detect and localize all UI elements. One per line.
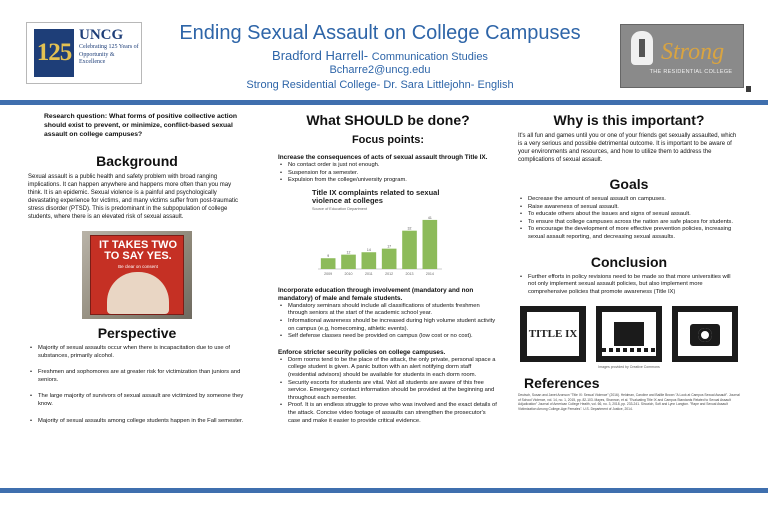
list-item: • To encourage the development of more effective prevention policies, increasing sexual assault reporting, and decreasing sexual assaults. bbox=[518, 226, 740, 241]
list-item: • Proof. It is an endless struggle to prove who was involved and the exact details of the attack. Concise video footage of assaults can strengthen the prosecutor's case and make it easier to provide critical evidence. bbox=[278, 402, 498, 425]
corner-mark bbox=[746, 86, 751, 92]
chart-plot bbox=[312, 211, 444, 277]
section-2-title: Incorporate education through involvement (mandatory and non mandatory) of male and female students. bbox=[278, 286, 474, 302]
film-frame bbox=[602, 312, 656, 356]
chart-tick-label: 2009 bbox=[324, 271, 333, 276]
column-middle bbox=[278, 112, 498, 484]
chart-tick-label: 2010 bbox=[344, 271, 353, 276]
list-item: • Informational awareness should be increased during high volume student activity on campus (e.g, homecoming, athletic events). bbox=[278, 318, 498, 333]
references-heading: References bbox=[524, 375, 600, 392]
chart-bar bbox=[423, 220, 438, 269]
logo-tagline: Celebrating 125 Years of Opportunity & Excellence bbox=[79, 44, 139, 65]
section-3-title: Enforce stricter security policies on college campuses. bbox=[278, 348, 446, 356]
logo-125-mark: 125 bbox=[34, 29, 74, 77]
author-dept: Communication Studies bbox=[371, 51, 488, 63]
chart-bar bbox=[362, 252, 377, 269]
top-divider bbox=[0, 100, 768, 105]
chart-subtitle: Source of Education Department bbox=[312, 206, 368, 211]
chart-tick-label: 2011 bbox=[364, 271, 373, 276]
chart-data-label: 9 bbox=[327, 254, 330, 259]
conclusion-heading: Conclusion bbox=[590, 253, 668, 270]
camera-icon bbox=[672, 306, 738, 362]
list-item: • No contact order is just not enough. bbox=[278, 162, 498, 170]
book-figures bbox=[107, 272, 169, 314]
consent-book-image bbox=[82, 231, 192, 319]
title-ix-label: TITLE IX bbox=[527, 312, 579, 356]
goals-heading: Goals bbox=[609, 176, 649, 192]
logo-name: UNCG bbox=[79, 27, 124, 43]
section-2-list bbox=[278, 303, 498, 341]
image-credit: Images provided by Creative Commons bbox=[598, 365, 660, 370]
chart-title: Title IX complaints related to sexual violence at colleges bbox=[312, 187, 440, 206]
strong-word: Strong bbox=[661, 39, 725, 65]
what-heading: What SHOULD be done? bbox=[306, 112, 470, 128]
column-left bbox=[28, 112, 246, 484]
chart-tick-label: 2012 bbox=[385, 271, 394, 276]
list-item: • Decrease the amount of sexual assault on campuses. bbox=[518, 196, 740, 204]
list-item: • Freshmen and sophomores are at greater risk for victimization than juniors and seniors. bbox=[28, 369, 246, 384]
section-1-title: Increase the consequences of acts of sexual assault through Title IX. bbox=[278, 154, 488, 161]
chart-data-label: 32 bbox=[407, 226, 412, 231]
uncg-logo bbox=[26, 22, 142, 84]
chart-data-label: 17 bbox=[387, 244, 392, 249]
book-cover bbox=[90, 235, 184, 315]
perspective-list bbox=[28, 345, 246, 425]
author-email: Bcharre2@uncg.edu bbox=[329, 64, 431, 76]
chart-bar bbox=[341, 254, 356, 268]
perspective-heading: Perspective bbox=[97, 325, 177, 341]
list-item: • Majority of sexual assaults among college students happen in the Fall semester. bbox=[28, 418, 246, 426]
icon-row bbox=[520, 306, 740, 362]
chart-data-label: 12 bbox=[346, 250, 351, 255]
why-text: It's all fun and games until you or one of your friends get sexually assaulted, which is a very serious and possible detrimental outcome. It is important to be aware of your environments and resources, and how to utilize them to address the complications of sexual assault. bbox=[518, 133, 737, 163]
camera-frame bbox=[678, 312, 732, 356]
list-item: • Mandatory seminars should include all classifications of students freshmen through seniors at the start of the academic school year. bbox=[278, 303, 498, 318]
chart-data-label: 41 bbox=[427, 215, 432, 220]
background-text: Sexual assault is a public health and safety problem with broad ranging implications. It can happen anywhere and happens more often than you may think. It is an epidemic. Sexual violence is a painful and psychologically devastating experience for victims, and many victims suffer from post-traumatic stress disorder (PTSD). This is predominant in the subpopulation of college students, where there is an elevated risk of sexual assault. bbox=[28, 174, 238, 220]
book-title: IT TAKES TWO TO SAY YES. bbox=[98, 239, 177, 262]
chart-tick-label: 2013 bbox=[405, 271, 414, 276]
chart-bar bbox=[382, 248, 397, 268]
list-item: • To ensure that college campuses across the nation are safe places for students. bbox=[518, 219, 740, 227]
title-ix-icon bbox=[520, 306, 586, 362]
list-item: • Suspension for a semester. bbox=[278, 170, 498, 178]
goals-list bbox=[518, 196, 740, 242]
section-3-list bbox=[278, 357, 498, 425]
film-icon bbox=[596, 306, 662, 362]
research-question: Research question: What forms of positive collective action should exist to prevent, or minimize, conflict-based sexual assault on college campuses? bbox=[44, 113, 237, 138]
background-heading: Background bbox=[96, 153, 178, 169]
column-right bbox=[518, 112, 740, 484]
poster-header bbox=[0, 0, 768, 104]
college-line: Strong Residential College- Dr. Sara Littlejohn- English bbox=[246, 79, 514, 91]
list-item: • The large majority of survivors of sexual assault are victimized by someone they know. bbox=[28, 393, 246, 408]
list-item: • To educate others about the issues and signs of sexual assault. bbox=[518, 211, 740, 219]
conclusion-list bbox=[518, 274, 740, 297]
chart-bar bbox=[321, 258, 336, 269]
why-heading: Why is this important? bbox=[553, 112, 705, 128]
section-1-list bbox=[278, 162, 498, 185]
focus-heading: Focus points: bbox=[351, 134, 425, 146]
author-name: Bradford Harrell- bbox=[272, 48, 369, 63]
list-item: • Security escorts for students are vital. \Not all students are aware of this free service. Emergency contact information should be provided at the beginning and throughout each semester. bbox=[278, 380, 498, 403]
chart-bar bbox=[402, 230, 417, 268]
list-item: • Dorm rooms tend to be the place of the attack, the only private, personal space a college student is given. A panic button with an alert notifying dorm staff (residential advisors) should be available for students in each dorm room. bbox=[278, 357, 498, 380]
lemur-icon bbox=[631, 31, 653, 65]
chart-tick-label: 2014 bbox=[425, 271, 434, 276]
author-line bbox=[150, 48, 610, 63]
references-text: Deutsch, Susan and Janet Aronson "Title IX: Sexual Violence" (2016). Heldman, Caroline and Baillie Brown "A Look at Campus Sexual Assault". Journal of School Violence, vol. 14, no. 1, 2015, pp. 82-103. Mayes, Shannon, et al. "Evaluating Title IX and Campus Standards Related to Sexual Assault Adjudication" Journal of American College Health, vol. 66, no. 3, 2018, pp. 233-241. Sinozich, Sofi and Lynn Langton. "Rape and Sexual Assault Victimization Among College-Age Females". U.S. Department of Justice, 2014. bbox=[518, 393, 740, 411]
strong-sub: THE RESIDENTIAL COLLEGE bbox=[649, 69, 733, 75]
chart-data-label: 14 bbox=[366, 248, 371, 253]
list-item: • Majority of sexual assaults occur when there is incapacitation due to use of substances, primarily alcohol. bbox=[28, 345, 246, 360]
strong-college-logo bbox=[620, 24, 744, 88]
list-item: • Self defense classes need be provided on campus (low cost or no cost). bbox=[278, 333, 498, 341]
poster-title: Ending Sexual Assault on College Campuses bbox=[179, 22, 581, 44]
title-ix-chart bbox=[312, 189, 444, 285]
list-item: • Further efforts in policy revisions need to be made so that more universities will not only implement sexual assault policies, but also implement more comprehensive policies that promote awareness (Title IX) bbox=[518, 274, 740, 297]
book-subtitle: Be clear on consent bbox=[118, 264, 158, 269]
bottom-divider bbox=[0, 488, 768, 493]
list-item: • Expulsion from the college/university program. bbox=[278, 177, 498, 185]
list-item: • Raise awareness of sexual assault. bbox=[518, 204, 740, 212]
